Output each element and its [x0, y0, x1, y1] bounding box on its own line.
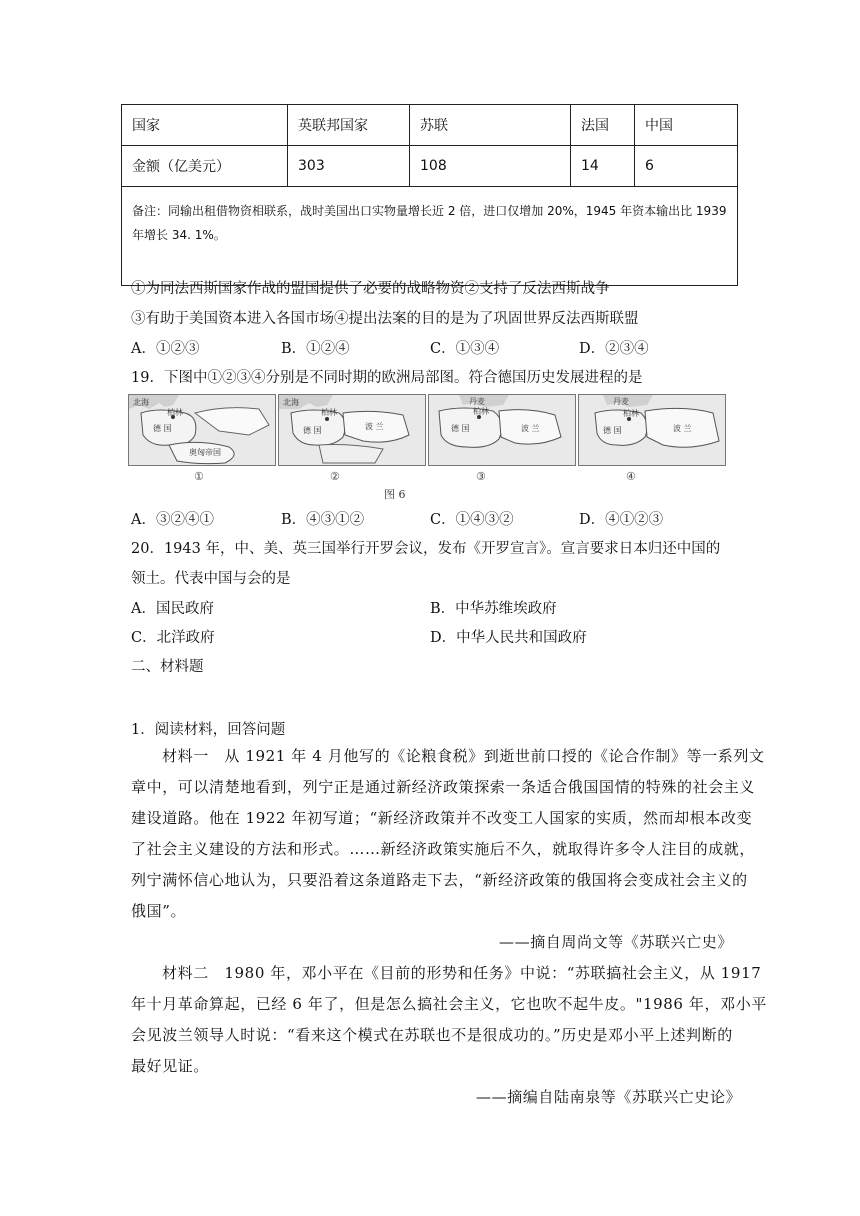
map-label: 柏林	[167, 408, 183, 417]
map-label: 德 国	[603, 426, 622, 435]
map-3-drawing	[429, 395, 575, 465]
map-label: 丹麦	[613, 397, 629, 406]
q20-option-a: A．国民政府	[131, 601, 214, 617]
q20-option-c: C．北洋政府	[131, 630, 215, 646]
table-cell: 法国	[571, 105, 635, 146]
map-label: 波 兰	[521, 424, 540, 433]
map-number: ④	[626, 470, 636, 483]
map-label: 德 国	[153, 424, 172, 433]
material-2-line: 会见波兰领导人时说：“看来这个模式在苏联也不是很成功的。”历史是邓小平上述判断的	[131, 1026, 733, 1044]
map-label: 波 兰	[365, 422, 384, 431]
q19-option-d: D．④①②③	[579, 512, 664, 528]
table-cell: 6	[635, 146, 738, 187]
map-label: 柏林	[321, 408, 337, 417]
europe-maps-figure	[128, 394, 732, 501]
map-3	[428, 394, 576, 466]
map-number: ③	[476, 470, 486, 483]
q19-option-c: C．①④③②	[430, 512, 514, 528]
material-2-line: 材料二 1980 年，邓小平在《目前的形势和任务》中说：“苏联搞社会主义，从 1917	[162, 964, 762, 982]
map-label: 丹麦	[469, 397, 485, 406]
table-header-row	[122, 105, 738, 146]
q18-option-b: B．①②④	[281, 341, 350, 357]
material-1-line: 了社会主义建设的方法和形式。……新经济政策实施后不久，就取得许多令人注目的成就，	[131, 840, 756, 858]
figure-caption: 图 6	[384, 488, 406, 501]
material-2-line: 最好见证。	[131, 1057, 210, 1075]
table-cell: 苏联	[410, 105, 571, 146]
map-label: 柏林	[623, 409, 639, 418]
table-cell: 国家	[122, 105, 288, 146]
map-2	[278, 394, 426, 466]
material-1-line: 章中，可以清楚地看到，列宁正是通过新经济政策探索一条适合俄国国情的特殊的社会主义	[131, 778, 756, 796]
map-number: ②	[330, 470, 340, 483]
map-label: 奥匈帝国	[189, 448, 221, 457]
material-1-line: 俄国”。	[131, 902, 187, 920]
map-2-drawing	[279, 395, 425, 465]
q20-option-d: D．中华人民共和国政府	[430, 630, 587, 646]
q18-statement-1: ①为同法西斯国家作战的盟国提供了必要的战略物资②支持了反法西斯战争	[131, 281, 610, 297]
material-2-source: ——摘编自陆南泉等《苏联兴亡史论》	[476, 1088, 742, 1106]
map-1	[128, 394, 276, 466]
map-label: 北海	[133, 398, 149, 407]
lend-lease-table	[121, 104, 738, 286]
map-label: 北海	[283, 398, 299, 407]
table-note: 备注：同输出租借物资相联系，战时美国出口实物量增长近 2 倍，进口仅增加 20%，1945 年资本输出比 1939 年增长 34. 1%。	[122, 187, 738, 286]
q20-option-b: B．中华苏维埃政府	[430, 601, 557, 617]
map-label: 德 国	[451, 424, 470, 433]
q20-stem-line-1: 20．1943 年，中、美、英三国举行开罗会议，发布《开罗宣言》。宣言要求日本归还中国的	[131, 541, 721, 557]
q18-statement-2: ③有助于美国资本进入各国市场④提出法案的目的是为了巩固世界反法西斯联盟	[131, 311, 639, 327]
q18-option-a: A．①②③	[131, 341, 200, 357]
map-label: 德 国	[303, 426, 322, 435]
table-cell: 中国	[635, 105, 738, 146]
q19-option-a: A．③②④①	[131, 512, 214, 528]
map-1-drawing	[129, 395, 275, 465]
map-label: 波 兰	[673, 424, 692, 433]
map-4	[578, 394, 726, 466]
section-title: 二、材料题	[131, 659, 204, 675]
table-cell: 108	[410, 146, 571, 187]
q19-stem: 19．下图中①②③④分别是不同时期的欧洲局部图。符合德国历史发展进程的是	[131, 370, 643, 386]
map-label: 柏林	[473, 407, 489, 416]
material-1-source: ——摘自周尚文等《苏联兴亡史》	[499, 933, 734, 951]
q20-stem-line-2: 领土。代表中国与会的是	[131, 571, 291, 587]
table-cell: 14	[571, 146, 635, 187]
q19-option-b: B．④③①②	[281, 512, 365, 528]
material-1-line: 建设道路。他在 1922 年初写道；“新经济政策并不改变工人国家的实质，然而却根本改变	[131, 809, 753, 827]
q18-option-d: D．②③④	[579, 341, 649, 357]
q18-option-c: C．①③④	[430, 341, 500, 357]
table-cell: 英联邦国家	[288, 105, 410, 146]
material-1-line: 列宁满怀信心地认为，只要沿着这条道路走下去，“新经济政策的俄国将会变成社会主义的	[131, 871, 748, 889]
material-1-line: 材料一 从 1921 年 4 月他写的《论粮食税》到逝世前口授的《论合作制》等一系列文	[162, 747, 765, 765]
table-cell: 303	[288, 146, 410, 187]
material-2-line: 年十月革命算起，已经 6 年了，但是怎么搞社会主义，它也吹不起牛皮。"1986 年，邓小平	[131, 995, 767, 1013]
table-cell: 金额（亿美元）	[122, 146, 288, 187]
question-title: 1．阅读材料，回答问题	[131, 722, 286, 738]
table-row	[122, 146, 738, 187]
map-4-drawing	[579, 395, 725, 465]
map-number: ①	[194, 470, 204, 483]
